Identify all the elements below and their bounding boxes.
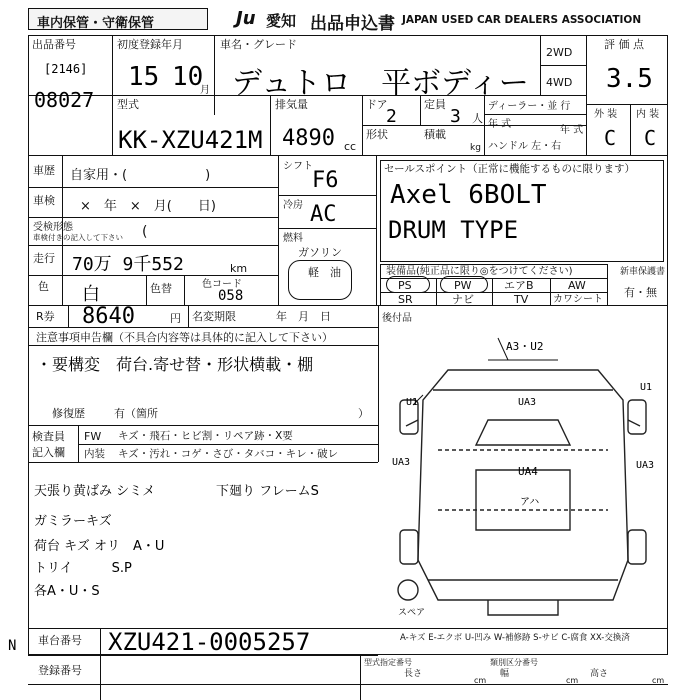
handle-label: ハンドル 左・右 — [488, 141, 562, 152]
fuel-diesel: 軽 油 — [308, 266, 341, 279]
receipt-value: ( — [142, 224, 148, 240]
drive-2wd: 2WD — [546, 46, 573, 59]
interior-cat: 内装 — [84, 448, 105, 460]
shape-label: 形状 — [366, 128, 388, 141]
equip-pw-circle — [440, 276, 488, 293]
score-label: 評 価 点 — [604, 38, 644, 51]
repair-close: ） — [358, 407, 369, 420]
equip-seat: カワシート — [553, 294, 603, 305]
storage-label: 車内保管・守衛保管 — [37, 16, 155, 31]
mark-u1: U1 — [406, 397, 419, 408]
category-label: 類別区分番号 — [490, 658, 538, 667]
dealer-label: ディーラー・並 行 — [488, 101, 571, 112]
capacity-label: 定員 — [424, 98, 446, 111]
door-value: 2 — [386, 106, 397, 127]
color-value: 白 — [82, 284, 100, 305]
color-change-label: 色替 — [150, 282, 172, 295]
inspection-label: 車検 — [33, 194, 55, 207]
inspector-label: 検査員 — [32, 430, 65, 443]
reg-year: 15 — [128, 62, 160, 92]
capacity-value: 3 — [450, 106, 461, 127]
mark-ua3-right: UA3 — [636, 460, 655, 471]
fuel-gasoline: ガソリン — [298, 246, 342, 259]
lot-label: 出品番号 — [32, 38, 76, 51]
car-name-label: 車名・グレード — [220, 38, 297, 51]
equipment-label: 装備品(純正品に限り◎をつけてください) — [386, 266, 573, 277]
receipt-label: 受検形態 — [33, 222, 73, 233]
door-label: ドア — [366, 98, 388, 111]
inspector-note-4: トリイ S.P — [34, 561, 132, 576]
fuel-diesel-circle — [288, 260, 352, 300]
inspector-note-right: 下廻り フレームS — [216, 484, 319, 499]
equip-tv: TV — [514, 293, 529, 306]
after-fit-label: 後付品 — [382, 313, 412, 324]
fuel-label: 燃料 — [283, 233, 303, 244]
equip-sr: SR — [398, 293, 413, 306]
receipt-sub: 車検付きの記入して下さい — [33, 233, 123, 242]
repair-label: 修復歴 — [52, 407, 85, 420]
equip-airbag: エアB — [504, 279, 534, 292]
cm-unit-2: cm — [566, 676, 579, 685]
length-label: 長さ — [404, 669, 423, 679]
spec-label: 型式指定番号 — [364, 658, 412, 667]
color-code-value: 058 — [218, 288, 244, 304]
width-label: 幅 — [500, 669, 510, 679]
mark-ua4: UA4 — [518, 465, 538, 478]
fw-label: FW — [84, 430, 102, 443]
equip-ps: PS — [398, 279, 412, 292]
displacement-unit: cc — [344, 140, 357, 153]
mileage-value: 70万 9千552 — [72, 254, 184, 275]
fw-items: キズ・飛石・ヒビ割・リペア跡・X要 — [118, 430, 293, 442]
interior-grade: C — [644, 126, 657, 150]
chassis-label: 車台番号 — [38, 634, 82, 647]
storage-label-box — [28, 8, 208, 30]
car-name-value: デュトロ 平ボディー — [232, 66, 529, 101]
chassis-value: XZU421-0005257 — [108, 628, 311, 656]
recycle-label: R券 — [36, 310, 55, 323]
sales-point-line2: DRUM TYPE — [388, 216, 519, 244]
mark-top: A3・U2 — [506, 340, 544, 353]
model-label: 型式 — [117, 98, 139, 111]
inspection-value: × 年 × 月( 日) — [80, 199, 216, 214]
association-name: JAPAN USED CAR DEALERS ASSOCIATION — [402, 14, 642, 26]
mark-ua3-a: UA3 — [518, 397, 537, 408]
history-value: 自家用・( ) — [70, 168, 211, 183]
margin-mark: N — [8, 638, 17, 654]
load-unit: kg — [470, 143, 481, 153]
cm-unit-3: cm — [652, 676, 665, 685]
color-code-label: 色コード — [202, 279, 242, 290]
height-label: 高さ — [590, 669, 609, 679]
warranty-label: 新車保護書 — [620, 267, 666, 277]
name-change-value: 年 月 日 — [276, 310, 331, 323]
mileage-label: 走行 — [33, 252, 55, 265]
exterior-grade: C — [604, 126, 617, 150]
year-model-label: 年 式 — [488, 119, 512, 130]
score-value: 3.5 — [606, 64, 653, 94]
ju-logo: Ju — [236, 8, 256, 29]
recycle-yen: 円 — [170, 312, 181, 325]
lot-number: 08027 — [34, 88, 95, 112]
year-model-sub: 年 式 — [560, 125, 584, 136]
equip-pw: PW — [454, 279, 472, 292]
sales-point-label: セールスポイント（正常に機能するものに限ります） — [384, 163, 636, 175]
equip-ps-circle — [386, 276, 430, 293]
mileage-unit: km — [230, 262, 248, 275]
mark-ua3-left: UA3 — [392, 457, 411, 468]
displacement-label: 排気量 — [275, 98, 308, 111]
interior-items: キズ・汚れ・コゲ・さび・タバコ・キレ・破レ — [118, 448, 339, 460]
lot-bracket: [2146] — [44, 62, 88, 76]
reg-month: 10 — [172, 62, 204, 92]
damage-legend: A-キズ E-エクボ U-凹み W-補修跡 S-サビ C-腐食 XX-交換済 — [400, 633, 630, 643]
displacement-value: 4890 — [282, 126, 335, 151]
inspector-note-label: 記入欄 — [32, 446, 65, 459]
car-damage-diagram — [378, 330, 668, 630]
inspector-note-5: 各A・U・S — [34, 584, 100, 599]
mark-spare: スペア — [398, 608, 426, 618]
first-reg-label: 初度登録年月 — [117, 38, 183, 51]
cm-unit-1: cm — [474, 676, 487, 685]
reg-number-label: 登録番号 — [38, 664, 82, 677]
shift-value: F6 — [312, 168, 339, 193]
equip-aw: AW — [568, 279, 586, 292]
load-label: 積載 — [424, 128, 446, 141]
inspector-note-1: 天張り黄ばみ シミメ — [34, 484, 156, 499]
equip-navi: ナビ — [452, 293, 474, 306]
sales-point-line1: Axel 6BOLT — [390, 180, 547, 210]
recycle-value: 8640 — [82, 304, 135, 329]
name-change-label: 名変期限 — [192, 310, 236, 323]
ac-value: AC — [310, 202, 337, 227]
form-title: 出品申込書 — [310, 14, 395, 34]
shift-label: シフト — [283, 161, 313, 172]
interior-grade-label: 内 装 — [636, 109, 660, 120]
exterior-grade-label: 外 装 — [594, 109, 618, 120]
history-label: 車歴 — [33, 164, 55, 177]
mark-u1-b: U1 — [640, 382, 653, 393]
notes-value: ・要構変 荷台.寄せ替・形状横載・棚 — [36, 355, 314, 374]
drive-4wd: 4WD — [546, 76, 573, 89]
warranty-value: 有・無 — [624, 286, 657, 299]
inspector-note-3: 荷台 キズ オリ A・U — [34, 539, 165, 554]
ac-label: 冷房 — [283, 200, 303, 211]
inspector-note-2: ガミラーキズ — [34, 514, 112, 529]
color-label: 色 — [38, 280, 49, 293]
logo-pref: 愛知 — [266, 12, 297, 30]
notes-label: 注意事項申告欄（不具合内容等は具体的に記入して下さい） — [36, 331, 333, 344]
repair-value: 有（箇所 — [114, 407, 158, 420]
month-unit: 月 — [200, 85, 210, 96]
capacity-unit: 人 — [472, 112, 483, 125]
model-value: KK-XZU421M — [118, 126, 263, 154]
mark-ua4-sub: アハ — [520, 497, 540, 508]
